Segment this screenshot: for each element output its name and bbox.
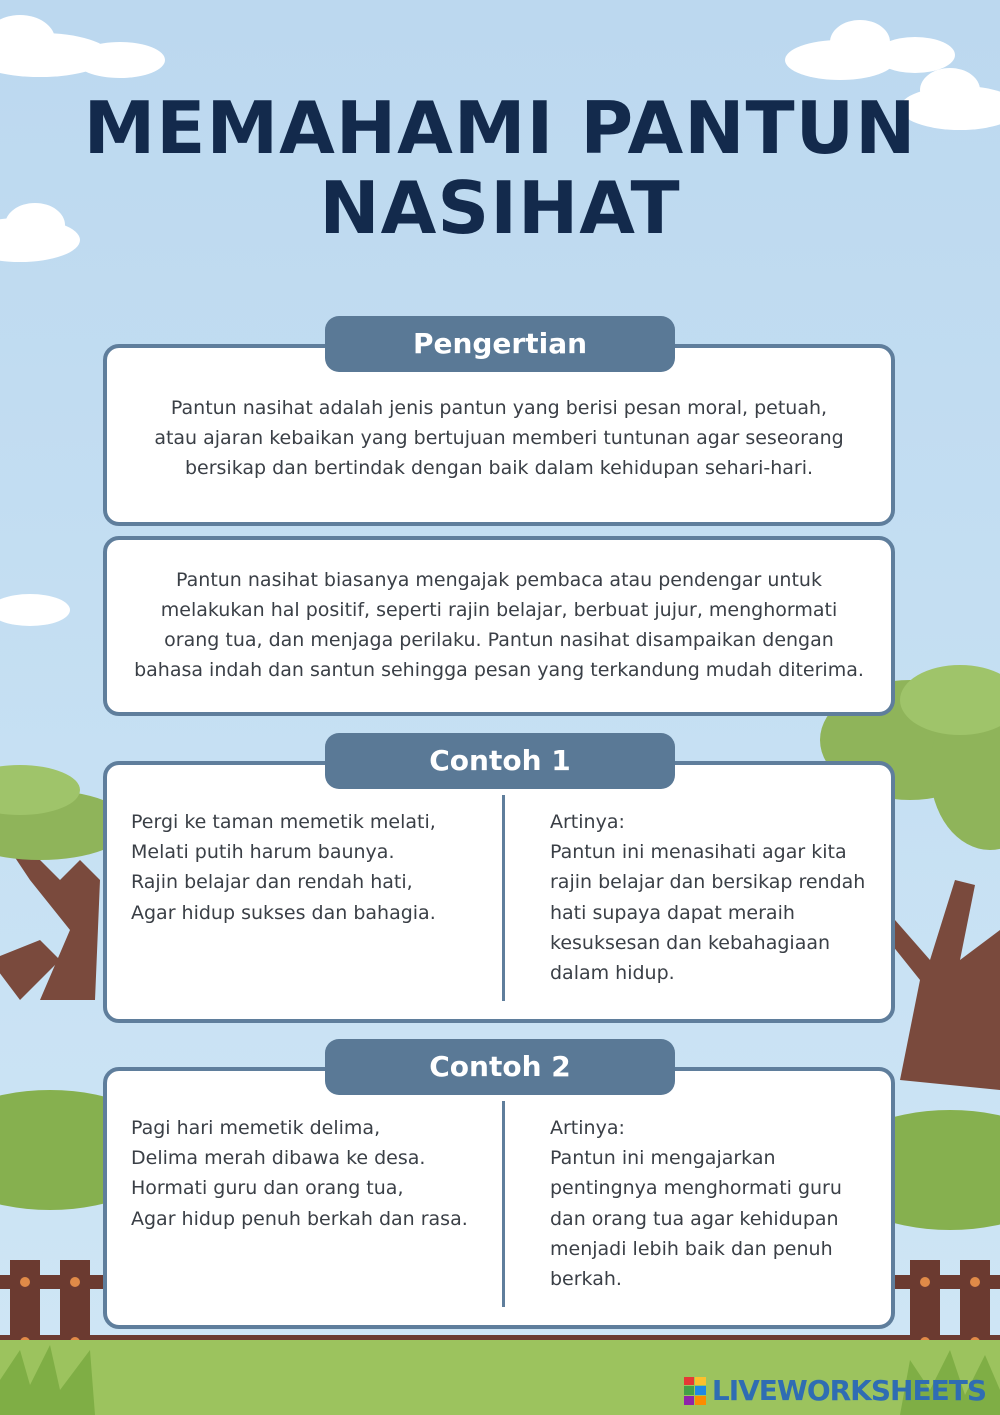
liveworksheets-watermark: LIVEWORKSHEETS (684, 1374, 986, 1407)
definition-paragraph: Pantun nasihat adalah jenis pantun yang berisi pesan moral, petuah, atau ajaran kebaikan yang bertujuan memberi tuntunan agar seseorang bersikap dan bertindak dengan baik dalam kehidupan sehari-hari. (154, 397, 844, 479)
cloud-icon (0, 594, 70, 626)
liveworksheets-logo-icon (684, 1377, 706, 1405)
meaning-text: Artinya: Pantun ini mengajarkan pentingnya menghormati guru dan orang tua agar kehidupan menjadi lebih baik dan penuh berkah. (550, 1117, 842, 1291)
column-divider (502, 1101, 505, 1307)
example-card-1 (103, 761, 895, 1023)
section-heading-pengertian: Pengertian (325, 316, 675, 372)
pantun-text: Pagi hari memetik delima, Delima merah dibawa ke desa. Hormati guru dan orang tua, Agar hidup penuh berkah dan rasa. (131, 1117, 468, 1230)
page-title: MEMAHAMI PANTUN NASIHAT (83, 86, 917, 250)
explanation-card (103, 536, 895, 716)
meaning-text: Artinya: Pantun ini menasihati agar kita rajin belajar dan bersikap rendah hati supaya dapat meraih kesuksesan dan kebahagiaan dalam hidup. (550, 811, 866, 985)
pantun-text: Pergi ke taman memetik melati, Melati putih harum baunya. Rajin belajar dan rendah hati, Agar hidup sukses dan bahagia. (131, 811, 436, 924)
example-card-2 (103, 1067, 895, 1329)
cloud-icon (0, 15, 165, 78)
column-divider (502, 795, 505, 1001)
explanation-paragraph: Pantun nasihat biasanya mengajak pembaca atau pendengar untuk melakukan hal positif, seperti rajin belajar, berbuat jujur, menghormati orang tua, dan menjaga perilaku. Pantun nasihat disampaikan dengan bahasa indah dan santun sehingga pesan yang terkandung mudah diterima. (134, 569, 864, 681)
section-heading-contoh-2: Contoh 2 (325, 1039, 675, 1095)
section-heading-contoh-1: Contoh 1 (325, 733, 675, 789)
cloud-icon (785, 20, 955, 80)
